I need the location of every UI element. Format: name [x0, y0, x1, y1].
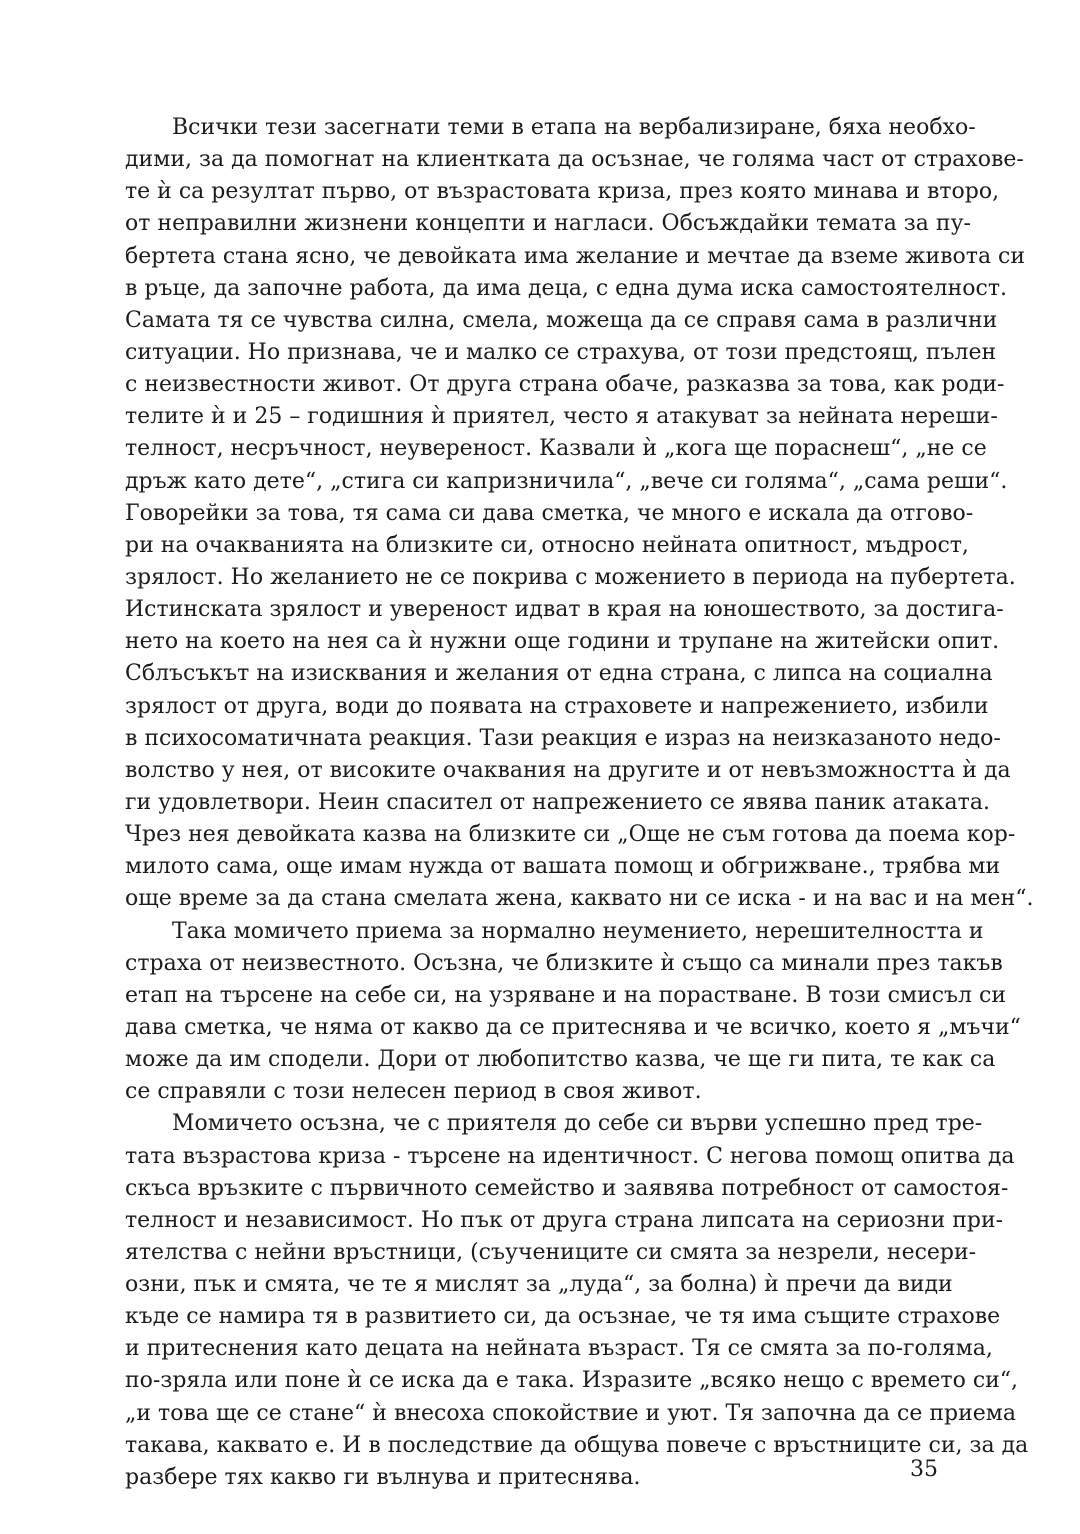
text-line: Сблъсъкът на изисквания и желания от една страна, с липса на социална: [125, 661, 993, 687]
paragraph: [125, 1108, 1029, 1494]
text-line: в психосоматичната реакция. Тази реакция е израз на неизказаното недо-: [125, 725, 1001, 751]
text-line: къде се намира тя в развитието си, да осъзнае, че тя има същите страхове: [125, 1304, 1001, 1330]
text-line: ятелства с нейни връстници, (съучениците си смята за незрели, несери-: [125, 1239, 977, 1265]
text-line: „и това ще се стане“ ѝ внесоха спокойствие и уют. Тя започна да се приема: [125, 1400, 1016, 1426]
text-line: с неизвестности живот. От друга страна обаче, разказва за това, как роди-: [125, 372, 1005, 398]
text-line: от неправилни жизнени концепти и нагласи. Обсъждайки темата за пу-: [125, 211, 971, 237]
text-line: в ръце, да започне работа, да има деца, с една дума иска самостоятелност.: [125, 275, 1008, 301]
text-line: Самата тя се чувства силна, смела, можеща да се справя сама в различни: [125, 307, 998, 333]
text-line: ри на очакванията на близките си, относно нейната опитност, мъдрост,: [125, 532, 969, 558]
text-line: скъса връзките с първичното семейство и заявява потребност от самостоя-: [125, 1175, 1009, 1201]
text-line: телност и независимост. Но пък от друга страна липсата на сериозни при-: [125, 1207, 1004, 1233]
text-line: Истинската зрялост и увереност идват в края на юношеството, за достига-: [125, 597, 1004, 623]
text-line: нето на което на нея са ѝ нужни още години и трупане на житейски опит.: [125, 629, 1000, 655]
text-line: дръж като дете“, „стига си капризничила“, „вече си голяма“, „сама реши“.: [125, 468, 1008, 494]
text-line: зрялост. Но желанието не се покрива с можението в периода на пубертета.: [125, 564, 1016, 590]
text-line: се справяли с този нелесен период в своя живот.: [125, 1079, 702, 1105]
paragraph: [125, 112, 1034, 916]
text-line: дава сметка, че няма от какво да се притеснява и че всичко, което я „мъчи“: [125, 1014, 1021, 1040]
text-line: и притеснения като децата на нейната възраст. Тя се смята за по-голяма,: [125, 1336, 993, 1362]
text-line: озни, пък и смята, че те я мислят за „луда“, за болна) ѝ пречи да види: [125, 1272, 953, 1298]
text-line: те ѝ са резултат първо, от възрастовата криза, през която минава и второ,: [125, 179, 1000, 205]
text-line: по-зряла или поне ѝ се иска да е така. Изразите „всяко нещо с времето си“,: [125, 1368, 1019, 1394]
page-number: 35: [910, 1457, 938, 1482]
text-line: волство у нея, от високите очаквания на другите и от невъзможността ѝ да: [125, 757, 1011, 783]
text-line: Чрез нея девойката казва на близките си „Още не съм готова да поема кор-: [125, 822, 1016, 848]
text-line: ги удовлетвори. Неин спасител от напрежението се явява паник атаката.: [125, 789, 990, 815]
text-line: Всички тези засегнати теми в етапа на вербализиране, бяха необхо-: [172, 115, 976, 140]
text-line: дими, за да помогнат на клиентката да осъзнае, че голяма част от страхове-: [125, 147, 1024, 173]
text-line: още време за да стана смелата жена, каквато ни се иска - и на вас и на мен“.: [125, 886, 1034, 912]
text-line: зрялост от друга, води до появата на страховете и напрежението, избили: [125, 693, 989, 719]
paragraph: [125, 916, 1021, 1109]
text-line: разбере тях какво ги вълнува и притеснява.: [125, 1464, 641, 1490]
body-text: [125, 112, 1034, 1494]
text-line: телите ѝ и 25 – годишния ѝ приятел, често я атакуват за нейната нереши-: [125, 404, 998, 430]
text-line: Момичето осъзна, че с приятеля до себе си върви успешно пред тре-: [172, 1111, 983, 1137]
text-line: ситуации. Но признава, че и малко се страхува, от този предстоящ, пълен: [125, 339, 997, 365]
text-line: може да им сподели. Дори от любопитство казва, че ще ги пита, те как са: [125, 1047, 996, 1073]
text-line: етап на търсене на себе си, на узряване и на порастване. В този смисъл си: [125, 982, 1006, 1008]
text-line: тата възрастова криза - търсене на идентичност. С негова помощ опитва да: [125, 1143, 1015, 1169]
text-line: Говорейки за това, тя сама си дава сметка, че много е искала да отгово-: [125, 500, 974, 526]
text-line: страха от неизвестното. Осъзна, че близките ѝ също са минали през такъв: [125, 950, 1003, 976]
text-line: телност, несръчност, неувереност. Казвали ѝ „кога ще пораснеш“, „не се: [125, 436, 987, 462]
text-line: Така момичето приема за нормално неумението, нерешителността и: [172, 918, 984, 944]
text-line: бертета стана ясно, че девойката има желание и мечтае да вземе живота си: [125, 243, 1026, 269]
text-line: такава, каквато е. И в последствие да общува повече с връстниците си, за да: [125, 1432, 1029, 1458]
text-line: милото сама, още имам нужда от вашата помощ и обгрижване., трябва ми: [125, 854, 1001, 880]
